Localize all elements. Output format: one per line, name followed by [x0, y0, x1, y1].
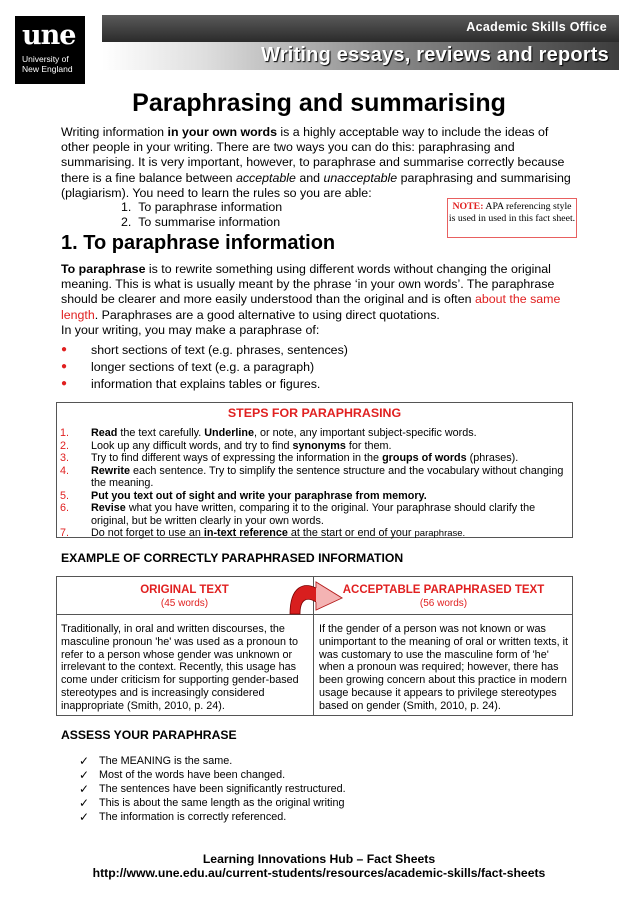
original-text-heading: ORIGINAL TEXT — [140, 584, 229, 596]
check-icon: ✓ — [79, 796, 90, 810]
series-banner — [102, 42, 619, 70]
office-banner — [102, 15, 619, 42]
une-logo — [15, 16, 85, 84]
paraphrase-definition: To paraphrase is to rewrite something using different words without changing the original meaning. This is what is usually meant by the phrase ‘in your own words’. The paraphrase should be clearer and more easily understood than the original and is often about the same length. Paraphrases are a good alternative to using direct quotations. — [61, 262, 561, 322]
steps-title: STEPS FOR PARAPHRASING — [227, 406, 402, 420]
bullet-icon: ● — [61, 361, 68, 372]
paraphrased-text-cell: If the gender of a person was not known or was unimportant to the meaning of oral or written texts, it was customary to use the masculine form of 'he' when a pronoun was required; however, there has been growing concern about this practice in modern usage because it appears to privilege stereotypes based on gender (Smith, 2010, p. 24). — [319, 623, 569, 712]
logo-wordmark: une — [22, 20, 76, 51]
check-icon: ✓ — [79, 768, 90, 782]
assess-heading: ASSESS YOUR PARAPHRASE — [61, 728, 237, 742]
bullet-icon: ● — [61, 378, 68, 389]
note-box — [447, 198, 577, 238]
check-icon: ✓ — [79, 810, 90, 824]
office-name: Academic Skills Office — [466, 20, 607, 34]
original-text-cell: Traditionally, in oral and written discourses, the masculine pronoun 'he' was used as a pronoun to refer to a person whose gender was unknown or irrelevant to the context. Recently, this usage has come under criticism for supporting gender-based stereotypes and is increasingly considered inappropriate (Smith, 2010, p. 24). — [61, 623, 299, 712]
example-heading: EXAMPLE OF CORRECTLY PARAPHRASED INFORMATION — [61, 551, 404, 565]
check-icon: ✓ — [79, 754, 90, 768]
rules-list — [121, 200, 282, 230]
bullet-icon: ● — [61, 344, 68, 355]
section-heading: 1. To paraphrase information — [61, 232, 336, 254]
page-title: Paraphrasing and summarising — [132, 89, 506, 117]
note-label: NOTE: — [452, 201, 484, 212]
footer-url[interactable]: http://www.une.edu.au/current-students/resources/academic-skills/fact-sheets — [92, 866, 546, 880]
paraphrased-word-count: (56 words) — [419, 598, 468, 609]
intro-paragraph: Writing information in your own words is a highly acceptable way to include the ideas of other people in your writing. There are two ways you can do this: paraphrasing and summarising. It is very important, however, to paraphrase and summarise correctly because there is a fine balance between acceptable and unacceptable paraphrasing and summarising (plagiarism). You need to learn the rules so you are able: — [61, 125, 571, 200]
note-text: APA referencing style is used in used in this fact sheet. — [448, 201, 576, 224]
logo-subtitle: University of New England — [22, 54, 73, 74]
paraphrase-intro: In your writing, you may make a paraphrase of: — [61, 323, 320, 337]
curved-arrow-icon — [286, 580, 344, 616]
original-word-count: (45 words) — [160, 598, 209, 609]
list-item: 1. To paraphrase information — [121, 200, 283, 214]
list-item: 2. To summarise information — [121, 215, 281, 230]
check-icon: ✓ — [79, 782, 90, 796]
paraphrased-text-heading: ACCEPTABLE PARAPHRASED TEXT — [342, 584, 545, 596]
footer-title: Learning Innovations Hub – Fact Sheets — [202, 852, 436, 866]
series-title: Writing essays, reviews and reports — [261, 44, 609, 66]
